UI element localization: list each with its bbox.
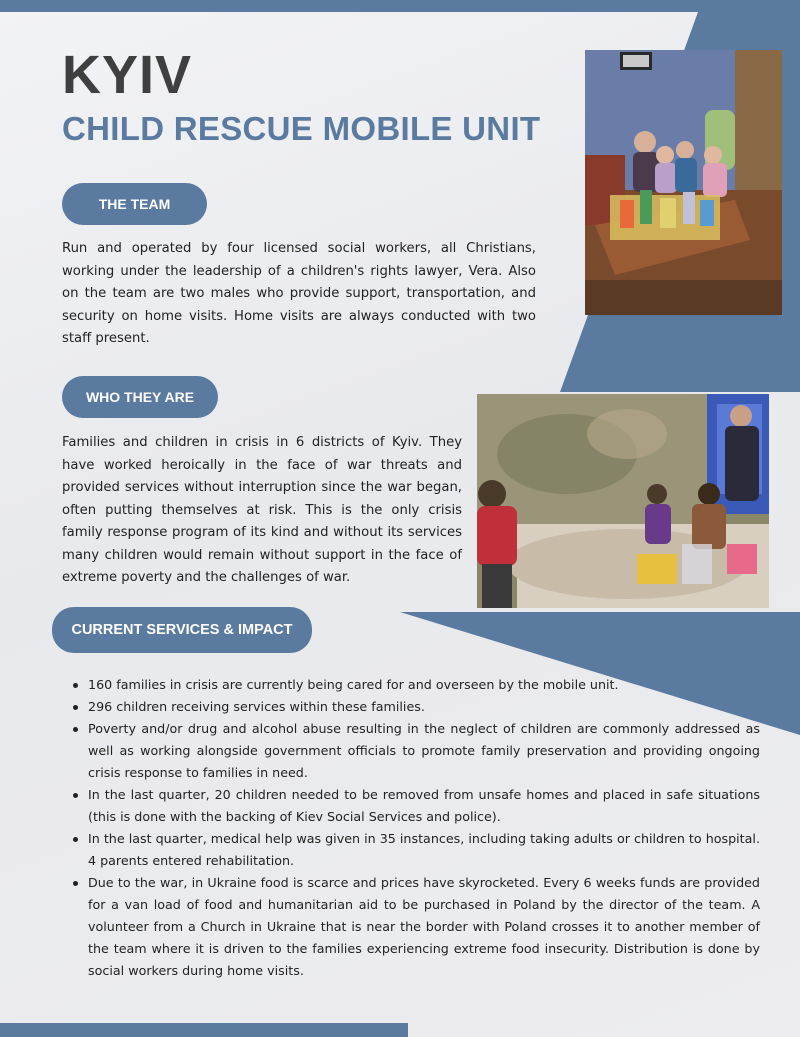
list-item: Poverty and/or drug and alcohol abuse resulting in the neglect of children are commonly addressed as well as working alongside government officials to promote family preservation and providing ongoing crisis response to families in need. [70, 718, 760, 784]
page-title: KYIV [62, 45, 193, 105]
list-item: Due to the war, in Ukraine food is scarce and prices have skyrocketed. Every 6 weeks funds are provided for a van load of food and humanitarian aid to be purchased in Poland by the director of the team. A volunteer from a Church in Ukraine that is near the border with Poland crosses it to another member of the team where it is driven to the families experiencing extreme food insecurity. Distribution is done by social workers during home visits. [70, 872, 760, 982]
section-heading-the-team: THE TEAM [62, 183, 207, 225]
children-room-photo [477, 394, 769, 608]
page-subtitle: CHILD RESCUE MOBILE UNIT [62, 110, 541, 147]
bottom-border-strip [0, 1023, 408, 1037]
list-item: In the last quarter, 20 children needed to be removed from unsafe homes and placed in safe situations (this is done with the backing of Kiev Social Services and police). [70, 784, 760, 828]
family-photo [585, 50, 782, 315]
list-item: In the last quarter, medical help was given in 35 instances, including taking adults or children to hospital. 4 parents entered rehabilitation. [70, 828, 760, 872]
list-item: 296 children receiving services within these families. [70, 696, 760, 718]
who-they-are-description: Families and children in crisis in 6 districts of Kyiv. They have worked heroically in the face of war threats and provided services without interruption since the war began, often putting themselves at risk. This is the only crisis family response program of its kind and without its services many children would remain without support in the face of extreme poverty and the challenges of war. [62, 435, 462, 585]
section-heading-current-services: CURRENT SERVICES & IMPACT [52, 607, 312, 653]
services-list [70, 674, 760, 982]
list-item: 160 families in crisis are currently being cared for and overseen by the mobile unit. [70, 674, 760, 696]
section-heading-who-they-are: WHO THEY ARE [62, 376, 218, 418]
team-description: Run and operated by four licensed social workers, all Christians, working under the leadership of a children's rights lawyer, Vera. Also on the team are two males who provide support, transportation, and security on home visits. Home visits are always conducted with two staff present. [62, 241, 536, 346]
top-border-strip [0, 0, 800, 12]
